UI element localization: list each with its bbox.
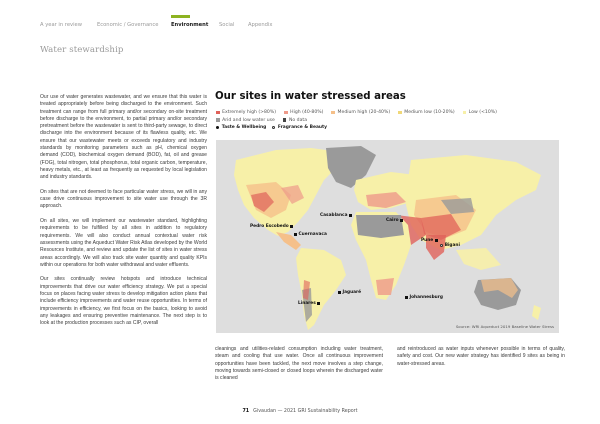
site-marker-cuernavaca[interactable]: Cuernavaca (294, 232, 327, 237)
site-marker-johannesburg[interactable]: Johannesburg (405, 295, 443, 300)
map-legend (216, 109, 497, 132)
legend-fragrance-beauty: Fragrance & Beauty (272, 125, 327, 130)
legend-low: Low (<10%) (463, 110, 497, 115)
water-stress-map (216, 140, 559, 333)
middle-text-column: cleanings and utilities-related consumption including water treatment, steam and cooling that use water. Once all continuous improvement opportunities have been tackled, the next move involves a step change, moving towards semi-closed or closed loops wherein the discharged water is cleaned (215, 346, 383, 382)
site-pin-icon (400, 219, 403, 222)
swatch-icon (216, 118, 220, 122)
page-number: 71 (242, 409, 250, 414)
paragraph: On sites that are not deemed to face particular water stress, we will in any case drive continuous improvement to site water use through the 3R approach. (40, 188, 207, 210)
swatch-icon (283, 118, 287, 122)
paragraph: Our use of water generates wastewater, and we ensure that this water is treated appropriately before being discharged to the environment. Such treatment can range from full primary and/or secondary on-site treatment before discharge to the environment, to partial primary and/or secondary pretreatment before the wastewater is sent to third-party sewage, to direct discharge into the environment because of its flawless quality, etc. We ensure that our wastewater meets or exceeds regulatory and industry standards by monitoring parameters such as pH, chemical oxygen demand (COD), biochemical oxygen demand (BOD), fat, oil and grease (FOG), total nitrogen, total phosphorus, total organic carbon, temperature, heavy metals, etc., at least as frequently as requested by local legislation and industry standards. (40, 94, 207, 181)
legend-taste-wellbeing: Taste & Wellbeing (216, 125, 266, 130)
site-pin-icon (290, 225, 293, 228)
site-pin-hollow-icon (440, 244, 443, 247)
paragraph: On all sites, we will implement our wastewater standard, highlighting requirements to be fulfilled by all sites in addition to regulatory requirements. We will also conduct annual contextual water risk assessments using the Aqueduct Water Risk Atlas developed by the World Resources Institute, and review and update the list of sites in water stress areas accordingly. We will also track site water quantity and quality KPIs within our operations for both water withdrawal and water effluents. (40, 218, 207, 268)
page-footer (0, 409, 600, 414)
left-text-column (40, 94, 207, 335)
nav-item-social[interactable]: Social (219, 22, 235, 28)
site-marker-pune[interactable]: Pune (421, 238, 438, 243)
swatch-icon (463, 111, 467, 115)
site-pin-icon (294, 233, 297, 236)
map-title: Our sites in water stressed areas (215, 91, 406, 102)
section-title: Water stewardship (40, 45, 124, 55)
filled-dot-icon (216, 126, 219, 129)
site-marker-linares[interactable]: Linares (298, 301, 320, 306)
hollow-dot-icon (272, 126, 275, 129)
site-pin-icon (435, 239, 438, 242)
swatch-icon (331, 111, 335, 115)
site-pin-icon (405, 296, 408, 299)
nav-item-year-in-review[interactable]: A year in review (40, 22, 82, 28)
world-map-graphic (216, 140, 559, 333)
legend-no-data: No data (283, 118, 307, 123)
site-marker-cairo[interactable]: Cairo (386, 218, 403, 223)
site-marker-bigani[interactable]: Bigani (440, 243, 460, 248)
swatch-icon (398, 111, 402, 115)
footer-text: Givaudan — 2021 GRI Sustainability Report (253, 409, 358, 414)
site-pin-icon (349, 214, 352, 217)
legend-medium-low: Medium low (10-20%) (398, 110, 455, 115)
nav-item-economic-governance[interactable]: Economic / Governance (97, 22, 159, 28)
legend-extremely-high: Extremely high (>80%) (216, 110, 276, 115)
swatch-icon (216, 111, 220, 115)
legend-high: High (40-80%) (284, 110, 323, 115)
map-source: Source: WRI Aqueduct 2019 Baseline Water Stress (455, 324, 554, 329)
legend-arid: Arid and low water use (216, 118, 275, 123)
paragraph: Our sites continually review hotspots and introduce technical improvements that drive our water efficiency strategy. We put a special focus on places facing water stress to develop mitigation action plans that include efficiency improvements and water reuse opportunities. In terms of improvements in efficiency, we first focus on the basics, looking to avoid any leakages and ensuring preventive maintenance. The next step is to look at the production processes such as CIP, overall (40, 276, 207, 327)
swatch-icon (284, 111, 288, 115)
active-section-marker (171, 15, 190, 18)
site-marker-pedro-escobedo[interactable]: Pedro Escobedo (250, 224, 293, 229)
site-marker-jaguare[interactable]: Jaguaré (338, 290, 361, 295)
nav-item-appendix[interactable]: Appendix (248, 22, 273, 28)
legend-medium-high: Medium high (20-40%) (331, 110, 390, 115)
site-pin-icon (338, 291, 341, 294)
right-text-column: and reintroduced as water inputs whenever possible in terms of quality, safety and cost. Our new water strategy has identified 9 sites as being in water-stressed areas. (397, 346, 565, 367)
nav-item-environment[interactable]: Environment (171, 22, 209, 28)
site-marker-casablanca[interactable]: Casablanca (320, 213, 352, 218)
site-pin-icon (317, 302, 320, 305)
